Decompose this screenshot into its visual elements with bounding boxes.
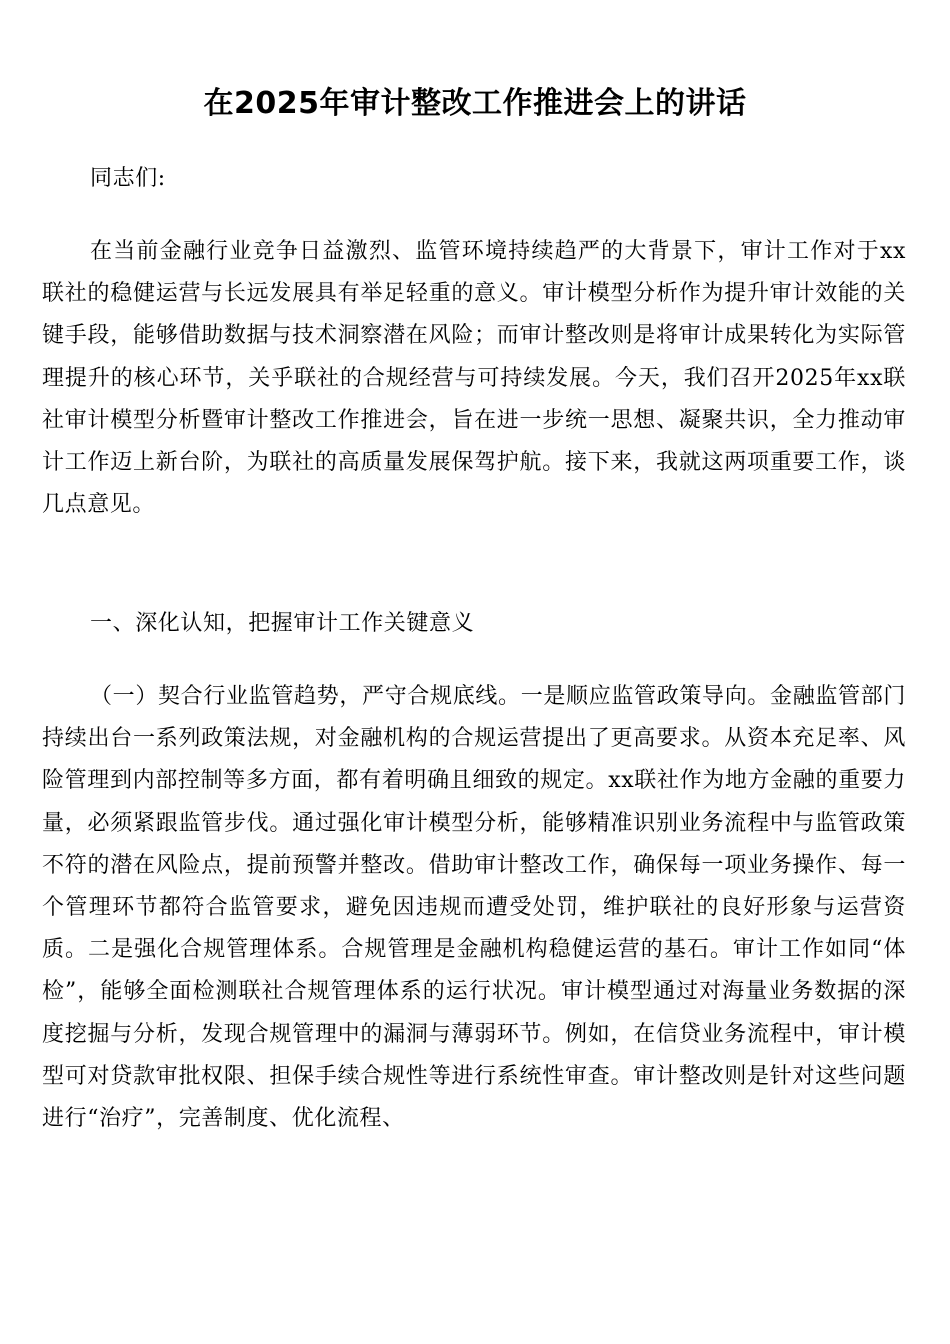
salutation: 同志们:: [90, 166, 166, 191]
section-heading: 一、深化认知，把握审计工作关键意义: [90, 611, 475, 636]
document-title: 在2025年审计整改工作推进会上的讲话: [203, 86, 747, 121]
section-paragraph: （一）契合行业监管趋势，严守合规底线。一是顺应监管政策导向。金融监管部门持续出台一系列政策法规，对金融机构的合规运营提出了更高要求。从资本充足率、风险管理到内部控制等多方面，都有着明确且细致的规定。xx联社作为地方金融的重要力量，必须紧跟监管步伐。通过强化审计模型分析，能够精准识别业务流程中与监管政策不符的潜在风险点，提前预警并整改。借助审计整改工作，确保每一项业务操作、每一个管理环节都符合监管要求，避免因违规而遭受处罚，维护联社的良好形象与运营资质。二是强化合规管理体系。合规管理是金融机构稳健运营的基石。审计工作如同“体检”，能够全面检测联社合规管理体系的运行状况。审计模型通过对海量业务数据的深度挖掘与分析，发现合规管理中的漏洞与薄弱环节。例如，在信贷业务流程中，审计模型可对贷款审批权限、担保手续合规性等进行系统性审查。审计整改则是针对这些问题进行“治疗”，完善制度、优化流程、: [42, 684, 906, 1132]
intro-paragraph: 在当前金融行业竞争日益激烈、监管环境持续趋严的大背景下，审计工作对于xx联社的稳健运营与长远发展具有举足轻重的意义。审计模型分析作为提升审计效能的关键手段，能够借助数据与技术洞察潜在风险；而审计整改则是将审计成果转化为实际管理提升的核心环节，关乎联社的合规经营与可持续发展。今天，我们召开2025年xx联社审计模型分析暨审计整改工作推进会，旨在进一步统一思想、凝聚共识，全力推动审计工作迈上新台阶，为联社的高质量发展保驾护航。接下来，我就这两项重要工作，谈几点意见。: [42, 239, 906, 518]
